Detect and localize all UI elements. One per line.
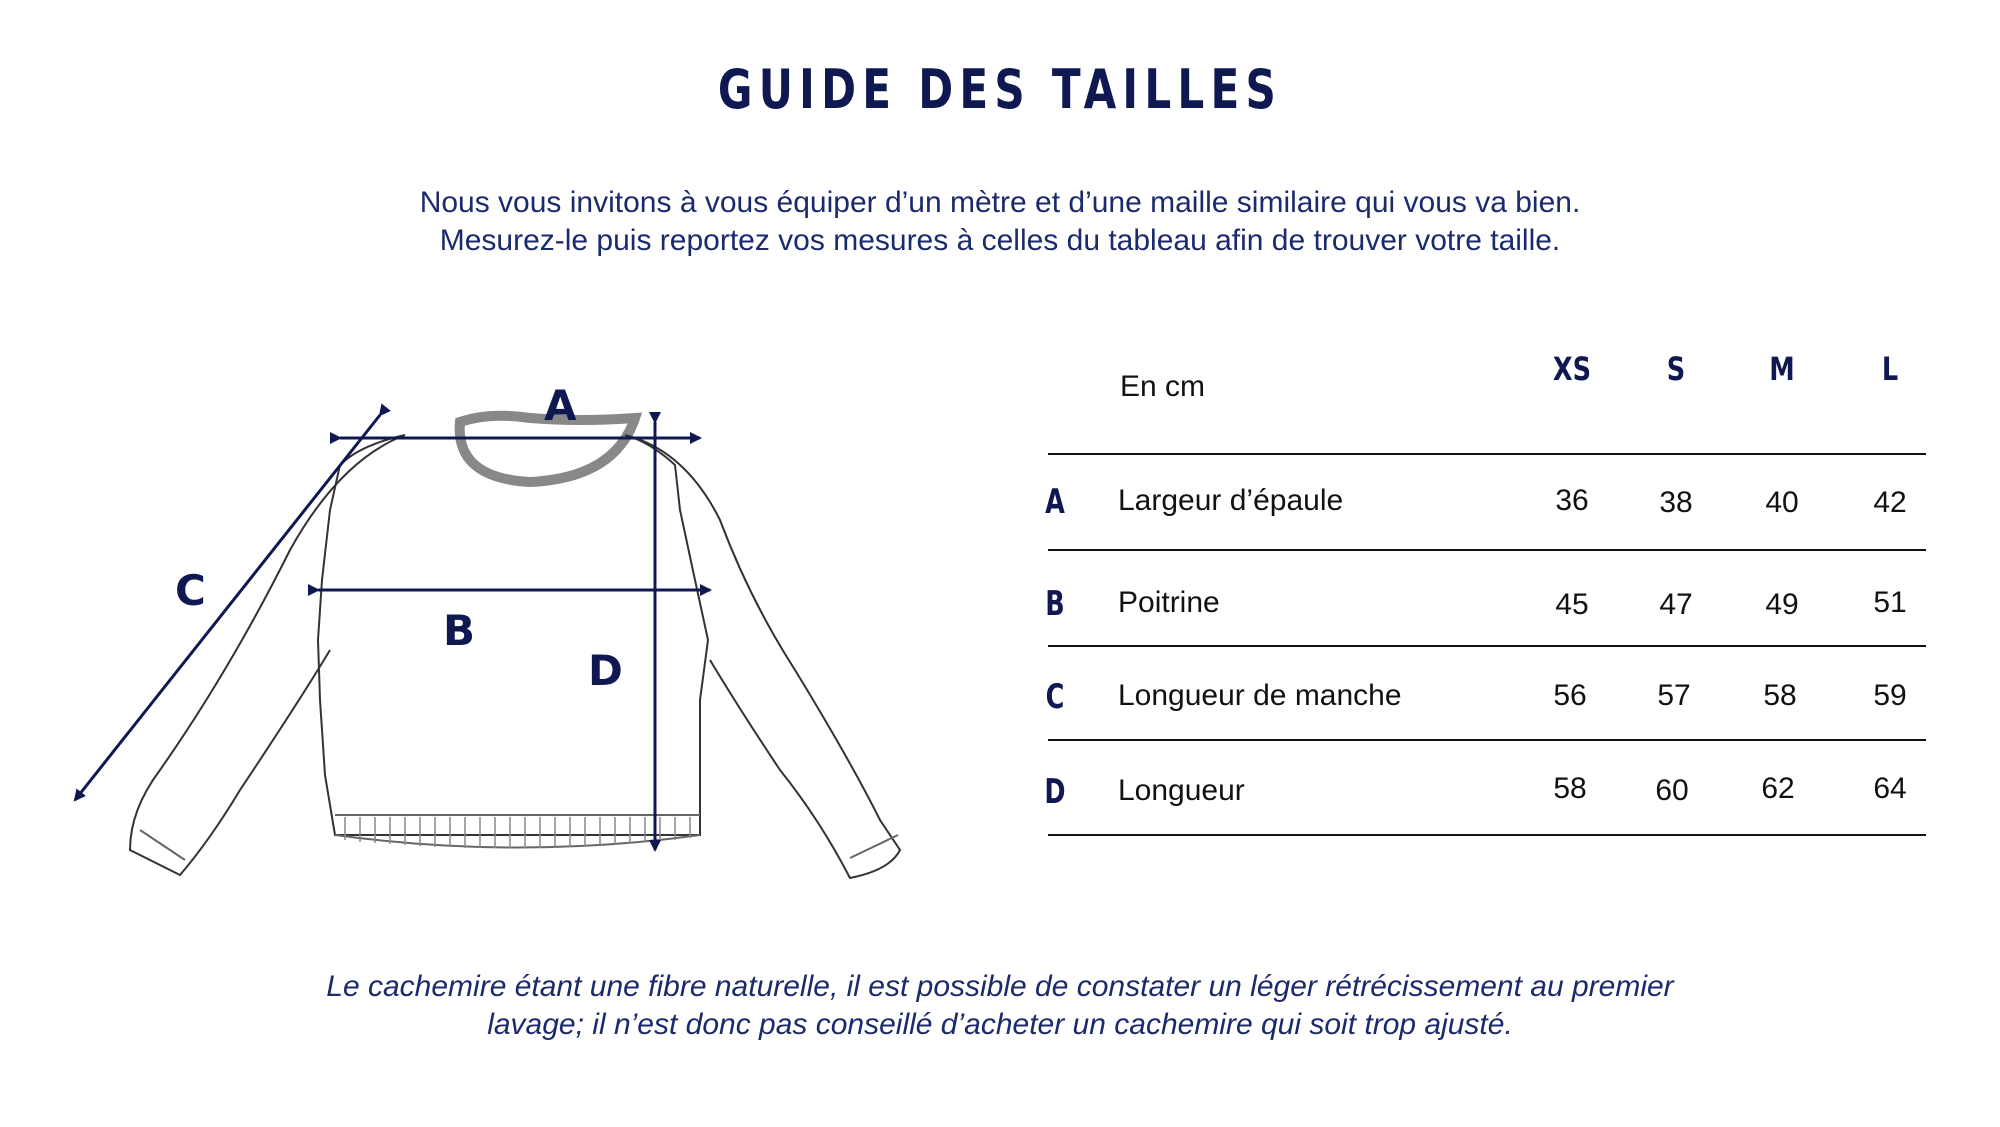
label-b: B [443, 606, 476, 655]
table-cell: 36 [1555, 484, 1589, 517]
row-label: Longueur de manche [1118, 679, 1402, 712]
label-d: D [588, 646, 623, 695]
size-header-xs: XS [1552, 350, 1592, 388]
table-cell: 56 [1553, 679, 1587, 712]
table-divider [1048, 739, 1926, 741]
intro-line-2: Mesurez-le puis reportez vos mesures à celles du tableau afin de trouver votre taille. [439, 224, 1561, 257]
row-letter: D [1044, 772, 1066, 812]
row-letter: A [1045, 482, 1065, 522]
size-header-s: S [1666, 350, 1686, 388]
table-divider [1048, 549, 1926, 551]
row-label: Largeur d’épaule [1118, 484, 1344, 517]
table-cell: 42 [1873, 486, 1907, 519]
sweater-outline [130, 416, 900, 878]
table-cell: 49 [1765, 588, 1799, 621]
table-divider [1048, 645, 1926, 647]
row-letter: B [1045, 584, 1065, 624]
footnote [0, 968, 2000, 1044]
size-header-l: L [1881, 350, 1899, 388]
intro-line-1: Nous vous invitons à vous équiper d’un mètre et d’une maille similaire qui vous va bien. [419, 186, 1581, 219]
footnote-line-2: lavage; il n’est donc pas conseillé d’acheter un cachemire qui soit trop ajusté. [487, 1008, 1513, 1041]
table-cell: 45 [1555, 588, 1589, 621]
arrow-c [75, 415, 380, 800]
row-label: Longueur [1118, 774, 1245, 807]
measurement-arrows [75, 415, 710, 850]
sweater-illustration [60, 370, 1000, 890]
table-divider [1048, 834, 1926, 836]
table-cell: 64 [1873, 772, 1907, 805]
label-c: C [175, 566, 206, 615]
hem-ribbing [345, 817, 690, 848]
table-cell: 60 [1655, 774, 1689, 807]
size-header-m: M [1769, 350, 1795, 388]
table-cell: 47 [1659, 588, 1693, 621]
footnote-line-1: Le cachemire étant une fibre naturelle, il est possible de constater un léger rétrécissement au premier [326, 970, 1674, 1003]
table-cell: 38 [1659, 486, 1693, 519]
intro-text [0, 184, 2000, 260]
table-cell: 58 [1553, 772, 1587, 805]
table-cell: 40 [1765, 486, 1799, 519]
table-cell: 51 [1873, 586, 1907, 619]
row-label: Poitrine [1118, 586, 1220, 619]
table-divider [1048, 453, 1926, 455]
label-a: A [544, 381, 577, 430]
table-cell: 62 [1761, 772, 1795, 805]
row-letter: C [1045, 677, 1065, 717]
table-cell: 57 [1657, 679, 1691, 712]
table-cell: 59 [1873, 679, 1907, 712]
page-title: GUIDE DES TAILLES [717, 58, 1283, 121]
unit-label: En cm [1120, 370, 1206, 403]
table-cell: 58 [1763, 679, 1797, 712]
